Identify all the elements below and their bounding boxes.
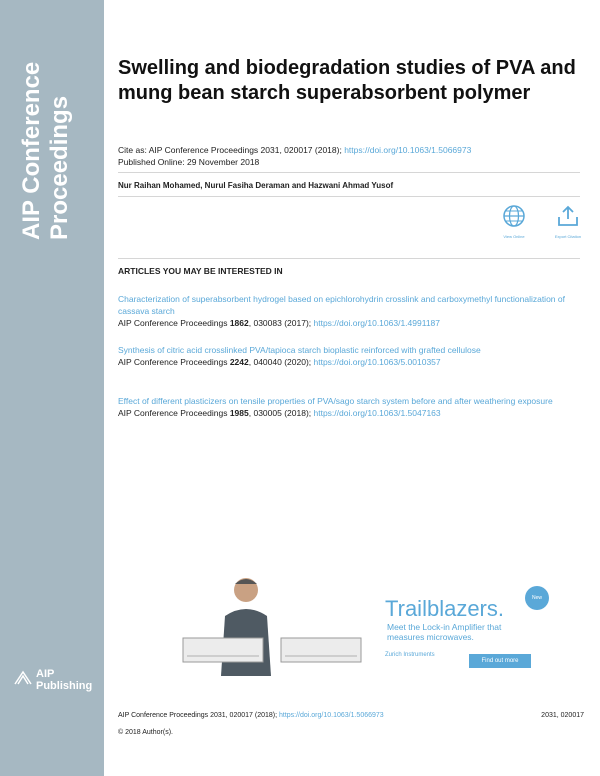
view-online-button[interactable]	[492, 204, 536, 239]
related-article-doi[interactable]: https://doi.org/10.1063/1.4991187	[313, 318, 440, 328]
citation-block	[118, 144, 471, 168]
footer-citation: AIP Conference Proceedings 2031, 020017 (2018);	[118, 712, 279, 719]
cite-prefix: Cite as: AIP Conference Proceedings 2031, 020017 (2018);	[118, 145, 345, 155]
publisher-logo-icon	[14, 670, 32, 686]
related-article-title[interactable]: Synthesis of citric acid crosslinked PVA/tapioca starch bioplastic reinforced with grafted cellulose	[118, 345, 481, 355]
related-article-volume: 1985	[229, 408, 249, 418]
related-article-volume: 1862	[229, 318, 249, 328]
related-article-journal: AIP Conference Proceedings	[118, 318, 230, 328]
related-article-journal: AIP Conference Proceedings	[118, 357, 230, 367]
ad-instrument-image	[173, 630, 373, 670]
related-article-journal: AIP Conference Proceedings	[118, 408, 230, 418]
journal-name-line2: Proceedings	[46, 95, 73, 240]
related-article	[118, 293, 583, 329]
related-article	[118, 395, 583, 419]
copyright-notice: © 2018 Author(s).	[118, 729, 173, 736]
advertisement-banner[interactable]	[173, 568, 563, 676]
globe-icon	[502, 204, 526, 228]
journal-sidebar	[0, 0, 104, 776]
ad-new-badge: New	[525, 586, 549, 610]
related-article-pages: , 030083 (2017);	[248, 318, 314, 328]
ad-subtitle: Meet the Lock-in Amplifier that measures microwaves.	[387, 622, 502, 642]
divider	[118, 172, 580, 173]
related-article-title[interactable]: Characterization of superabsorbent hydrogel based on epichlorohydrin crosslink and carboxymethyl functionalization of cassava starch	[118, 294, 565, 316]
ad-find-out-more-button[interactable]: Find out more	[469, 654, 531, 668]
authors[interactable]: Nur Raihan Mohamed, Nurul Fasiha Deraman and Hazwani Ahmad Yusof	[118, 181, 394, 190]
related-article	[118, 344, 583, 368]
ad-brand-logo: Zurich Instruments	[385, 652, 435, 658]
related-article-title[interactable]: Effect of different plasticizers on tensile properties of PVA/sago starch system before and after weathering exposure	[118, 396, 553, 406]
related-article-volume: 2242	[229, 357, 249, 367]
page-footer	[118, 712, 584, 719]
export-citation-label: Export Citation	[554, 234, 582, 239]
view-online-label: View Online	[503, 234, 525, 239]
related-articles-heading: ARTICLES YOU MAY BE INTERESTED IN	[118, 266, 283, 276]
journal-name	[18, 62, 74, 240]
related-article-doi[interactable]: https://doi.org/10.1063/5.0010357	[313, 357, 441, 367]
related-article-pages: , 030005 (2018);	[248, 408, 314, 418]
related-article-pages: , 040040 (2020);	[248, 357, 314, 367]
footer-doi-link[interactable]: https://doi.org/10.1063/1.5066973	[278, 712, 384, 719]
divider	[118, 258, 580, 259]
export-icon	[556, 204, 580, 228]
cite-doi-link[interactable]: https://doi.org/10.1063/1.5066973	[344, 145, 472, 155]
cite-line	[118, 144, 471, 156]
export-citation-button[interactable]	[546, 204, 590, 239]
ad-title: Trailblazers.	[385, 596, 504, 621]
publisher-line2: Publishing	[36, 680, 93, 692]
paper-title: Swelling and biodegradation studies of PVA and mung bean starch superabsorbent polymer	[118, 57, 576, 104]
footer-page-id: 2031, 020017	[541, 712, 584, 719]
related-article-doi[interactable]: https://doi.org/10.1063/1.5047163	[313, 408, 441, 418]
published-date: Published Online: 29 November 2018	[118, 157, 260, 167]
divider	[118, 196, 580, 197]
publisher-line1: AIP	[36, 668, 55, 680]
journal-name-line1: AIP Conference	[18, 61, 45, 240]
